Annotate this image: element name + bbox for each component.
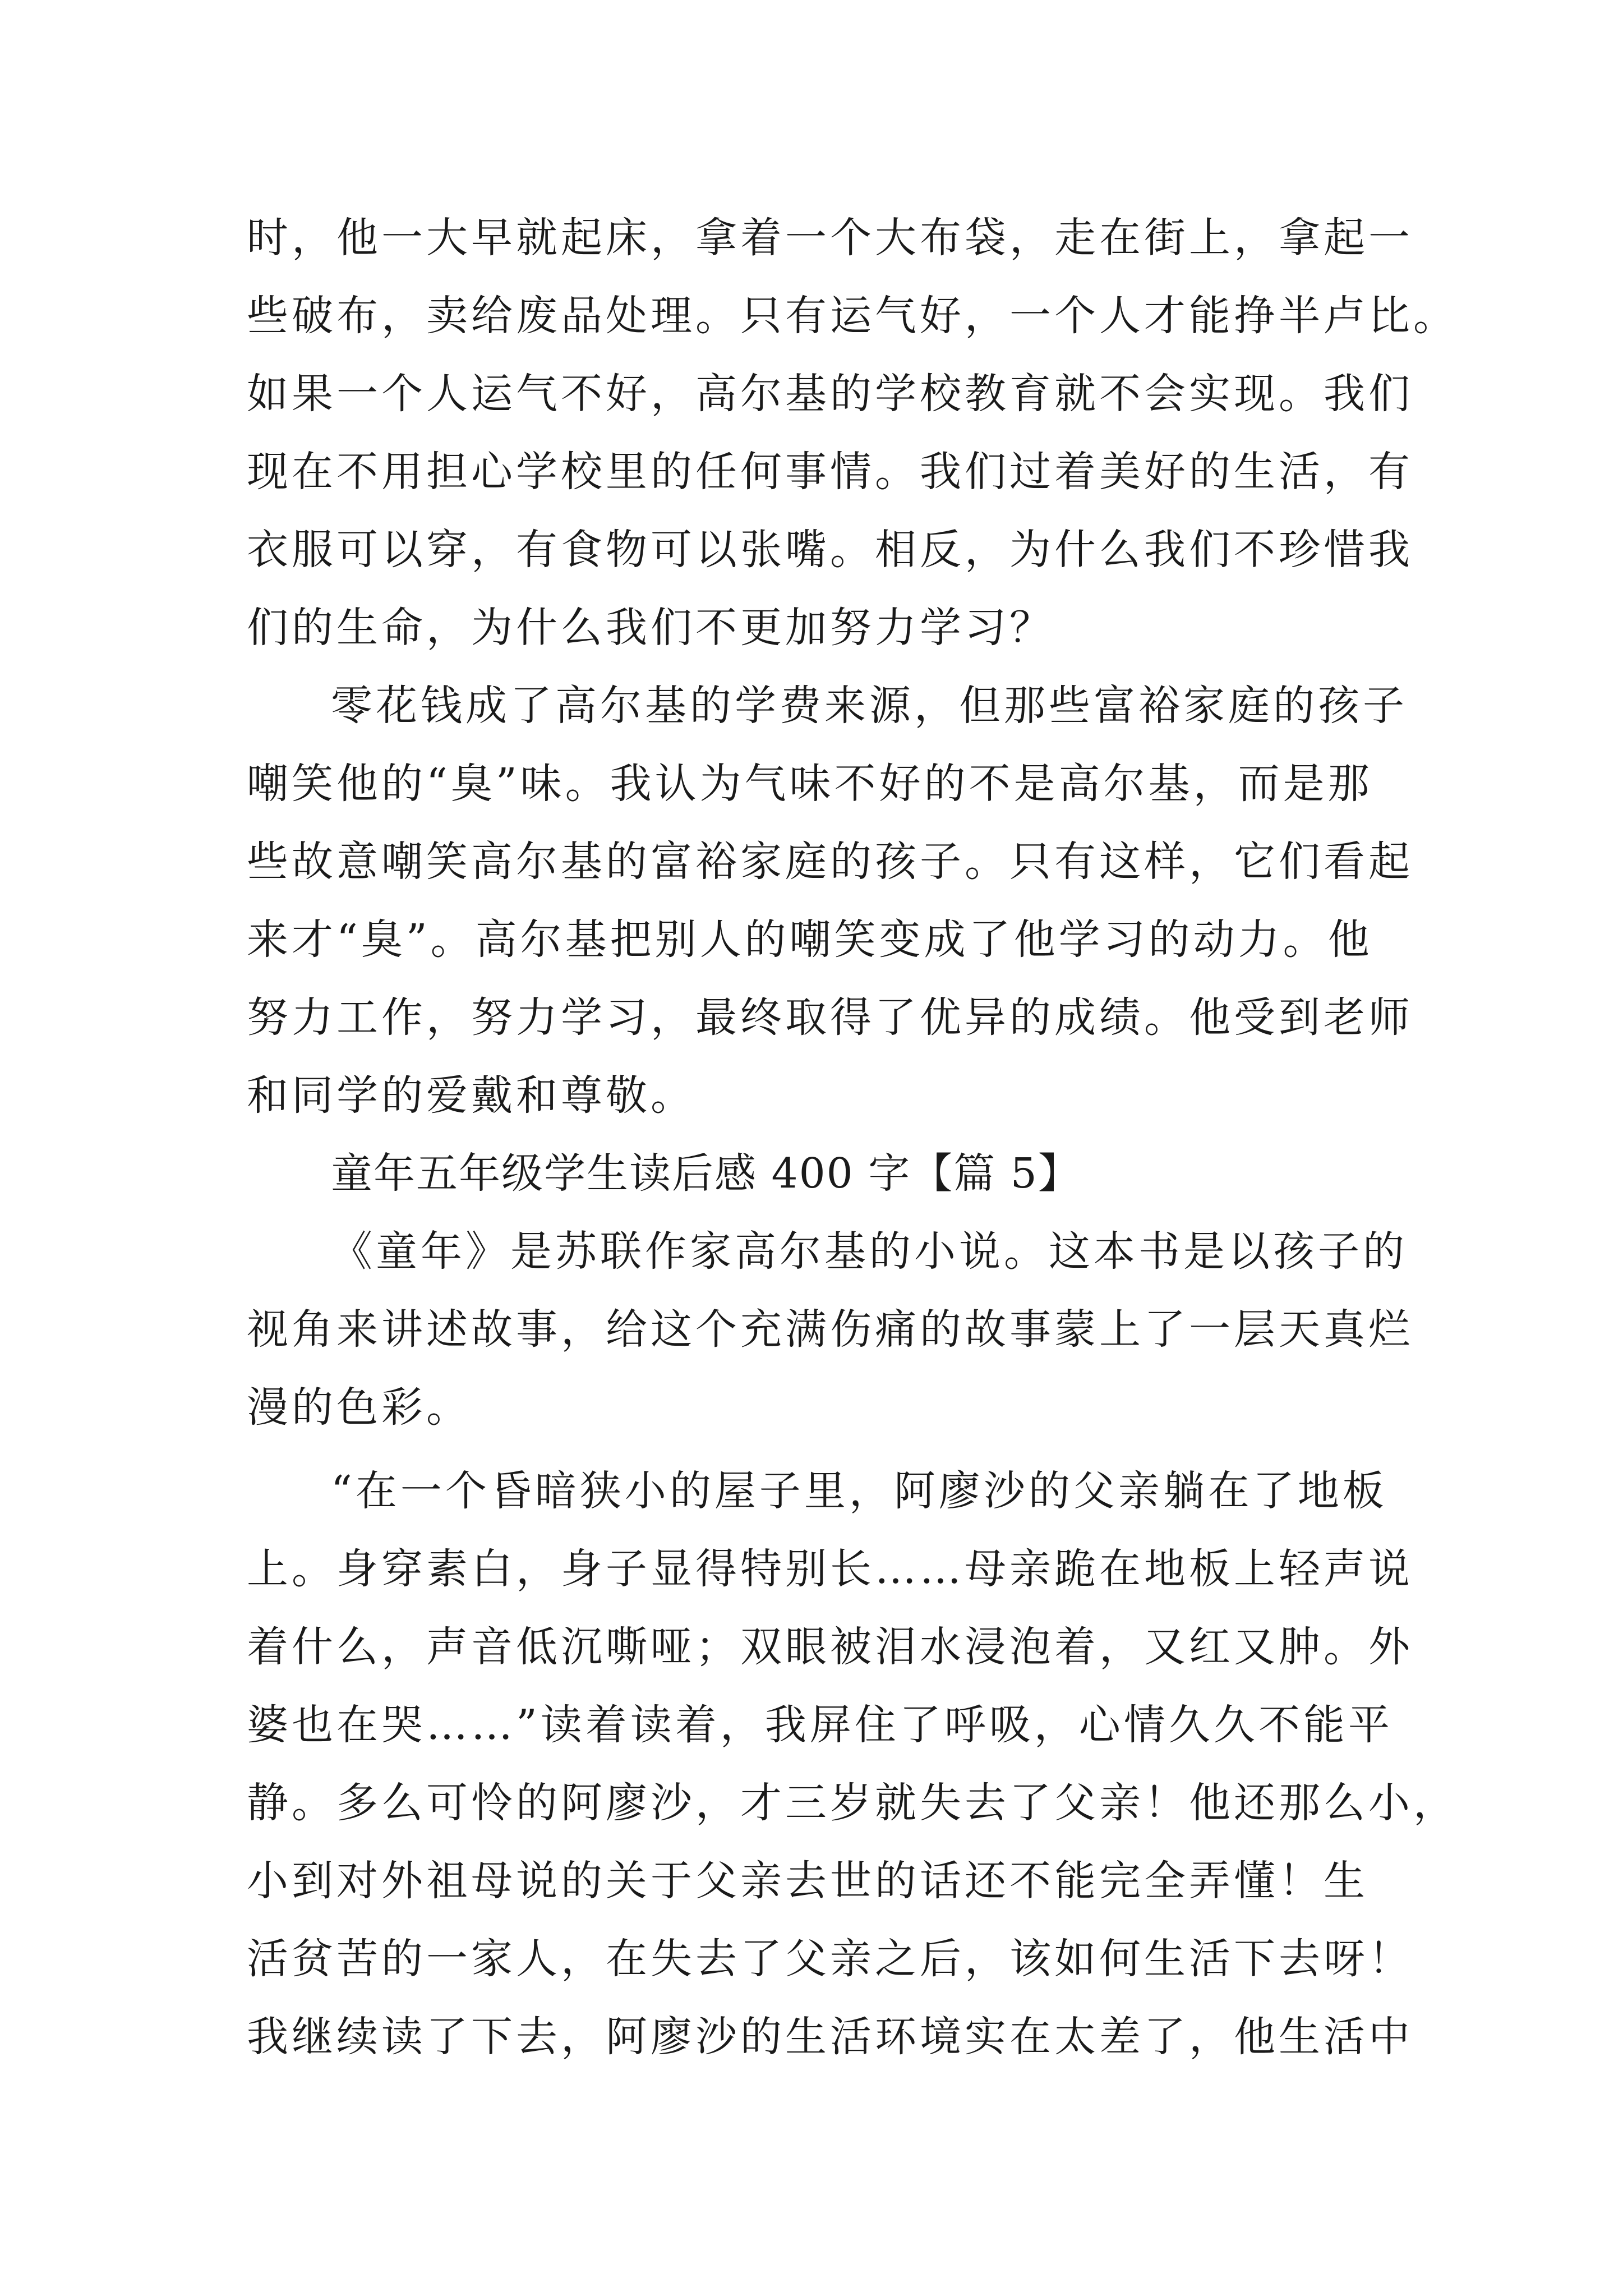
text-line: 来才“臭”。高尔基把别人的嘲笑变成了他学习的动力。他 bbox=[247, 915, 1373, 964]
text-line: 嘲笑他的“臭”味。我认为气味不好的不是高尔基，而是那 bbox=[247, 760, 1373, 808]
section-heading bbox=[247, 1135, 1391, 1213]
text-line: 衣服可以穿，有食物可以张嘴。相反，为什么我们不珍惜我 bbox=[247, 526, 1413, 574]
paragraph-quote bbox=[247, 1452, 1458, 2076]
text-line: 我继续读了下去，阿廖沙的生活环境实在太差了，他生活中 bbox=[247, 2013, 1413, 2061]
text-line: 现在不用担心学校里的任何事情。我们过着美好的生活，有 bbox=[247, 448, 1413, 496]
text-line: 如果一个人运气不好，高尔基的学校教育就不会实现。我们 bbox=[247, 370, 1413, 418]
paragraph-pocket-money bbox=[247, 667, 1413, 1135]
text-line: “在一个昏暗狭小的屋子里，阿廖沙的父亲躺在了地板 bbox=[331, 1467, 1387, 1515]
text-line: 《童年》是苏联作家高尔基的小说。这本书是以孩子的 bbox=[331, 1227, 1408, 1276]
text-line: 漫的色彩。 bbox=[247, 1383, 471, 1432]
document-page bbox=[247, 199, 1458, 2076]
text-line: 零花钱成了高尔基的学费来源，但那些富裕家庭的孩子 bbox=[331, 682, 1408, 730]
text-line: 时，他一大早就起床，拿着一个大布袋，走在街上，拿起一 bbox=[247, 214, 1413, 262]
text-line: 些故意嘲笑高尔基的富裕家庭的孩子。只有这样，它们看起 bbox=[247, 838, 1413, 886]
text-line: 和同学的爱戴和尊敬。 bbox=[247, 1071, 695, 1120]
paragraph-continuation bbox=[247, 199, 1458, 667]
text-line: 努力工作，努力学习，最终取得了优异的成绩。他受到老师 bbox=[247, 993, 1413, 1042]
text-line: 小到对外祖母说的关于父亲去世的话还不能完全弄懂！生 bbox=[247, 1857, 1368, 1905]
text-line: 活贫苦的一家人，在失去了父亲之后，该如何生活下去呀！ bbox=[247, 1935, 1413, 1983]
section-heading-text: 童年五年级学生读后感 400 字【篇 5】 bbox=[331, 1149, 1081, 1198]
paragraph-intro bbox=[247, 1213, 1413, 1447]
text-line: 些破布，卖给废品处理。只有运气好，一个人才能挣半卢比。 bbox=[247, 292, 1458, 340]
text-line: 着什么，声音低沉嘶哑；双眼被泪水浸泡着，又红又肿。外 bbox=[247, 1623, 1413, 1671]
text-line: 视角来讲述故事，给这个充满伤痛的故事蒙上了一层天真烂 bbox=[247, 1305, 1413, 1354]
text-line: 静。多么可怜的阿廖沙，才三岁就失去了父亲！他还那么小， bbox=[247, 1779, 1458, 1827]
text-line: 婆也在哭……”读着读着，我屏住了呼吸，心情久久不能平 bbox=[247, 1701, 1393, 1749]
text-line: 上。身穿素白，身子显得特别长……母亲跪在地板上轻声说 bbox=[247, 1545, 1413, 1593]
text-line: 们的生命，为什么我们不更加努力学习？ bbox=[247, 604, 1054, 652]
